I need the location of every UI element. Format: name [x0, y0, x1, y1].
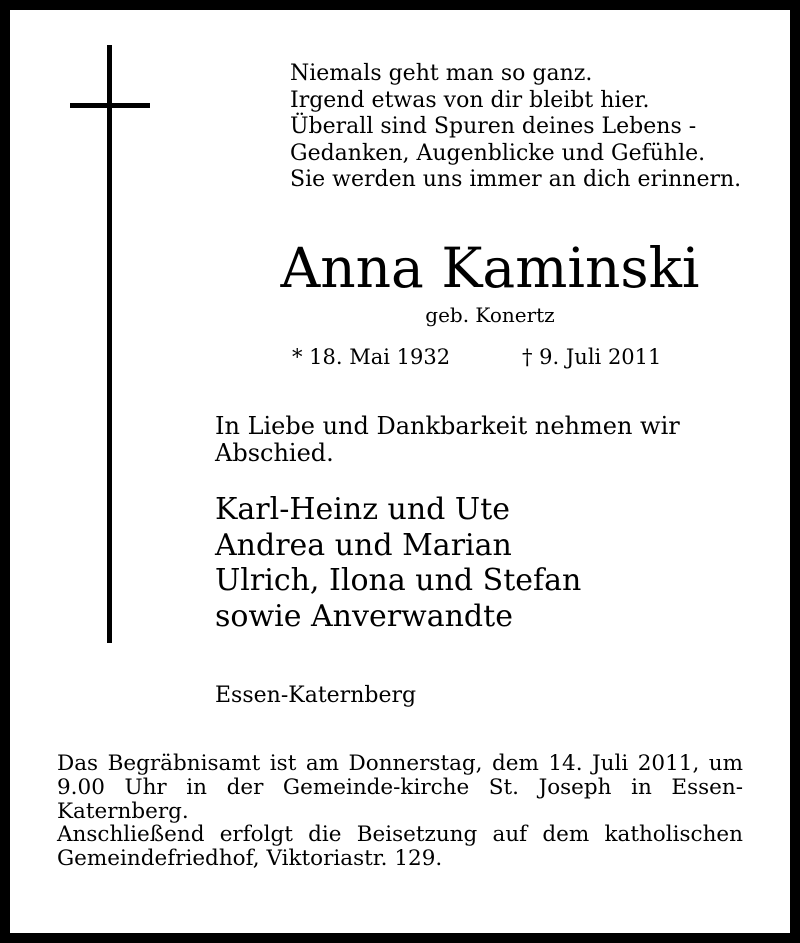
- mourner-line: Ulrich, Ilona und Stefan: [215, 563, 582, 598]
- mourner-line: Karl-Heinz und Ute: [215, 492, 511, 527]
- poem-line: Überall sind Spuren deines Lebens -: [290, 114, 697, 139]
- poem-line: Sie werden uns immer an dich erinnern.: [290, 167, 742, 192]
- poem-line: Gedanken, Augenblicke und Gefühle.: [290, 140, 706, 166]
- farewell-text: In Liebe und Dankbarkeit nehmen wir Abschied.: [215, 412, 680, 467]
- poem-line: Niemals geht man so ganz.: [290, 61, 593, 86]
- memorial-poem: [290, 61, 760, 194]
- place-name: Essen-Katernberg: [215, 683, 417, 708]
- maiden-name: geb. Konertz: [425, 303, 555, 327]
- deceased-name: Anna Kaminski: [280, 236, 700, 300]
- cross-icon-vertical-bar: [107, 45, 112, 643]
- funeral-service-text: Das Begräbnisamt ist am Donnerstag, dem 14. Juli 2011, um 9.00 Uhr in der Gemeinde-kirche St. Joseph in Essen-Katernberg.: [57, 751, 743, 824]
- death-date: † 9. Juli 2011: [522, 345, 662, 369]
- poem-line: Irgend etwas von dir bleibt hier.: [290, 87, 650, 113]
- burial-text: Anschließend erfolgt die Beisetzung auf dem katholischen Gemeindefriedhof, Viktoriastr. 129.: [57, 822, 743, 872]
- mourners-list: [215, 492, 755, 634]
- funeral-details: [57, 752, 743, 871]
- birth-date: * 18. Mai 1932: [292, 345, 451, 369]
- mourner-line: Andrea und Marian: [215, 527, 512, 563]
- mourner-line: sowie Anverwandte: [215, 598, 513, 634]
- cross-icon-horizontal-bar: [70, 103, 150, 108]
